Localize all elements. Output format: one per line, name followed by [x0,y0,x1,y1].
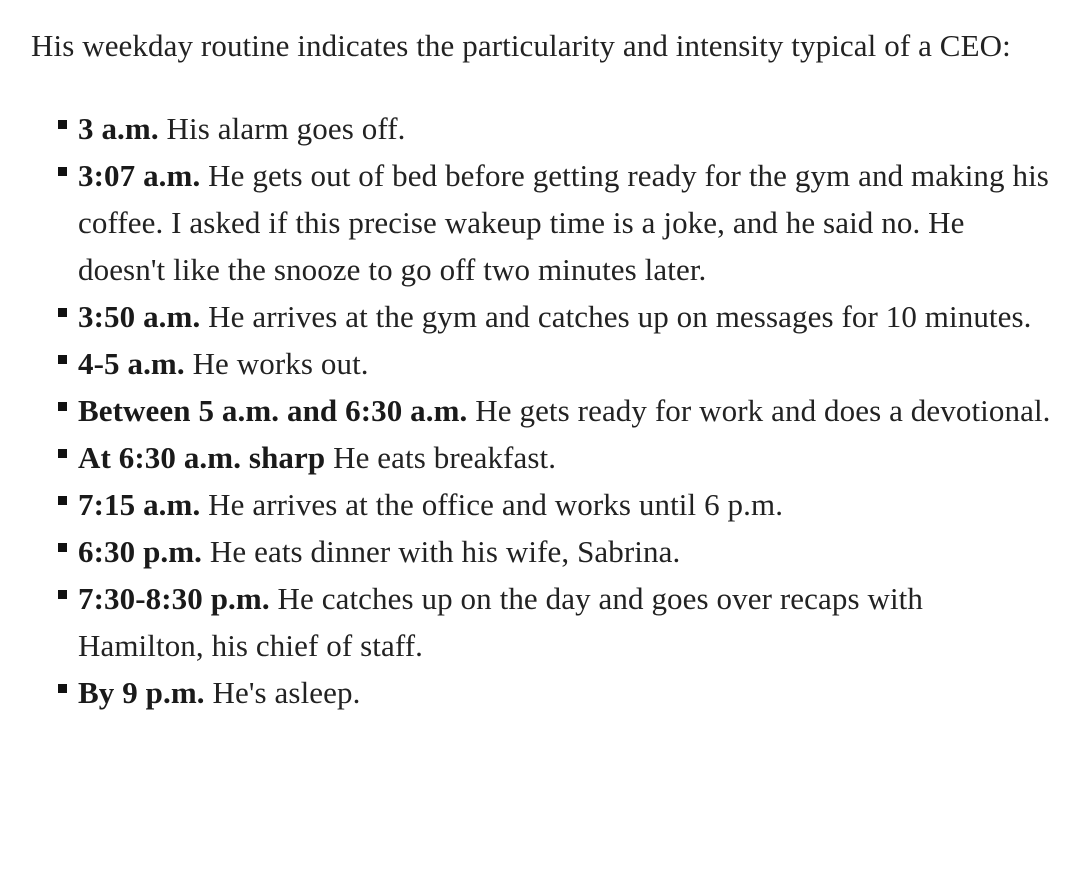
list-item [78,434,1055,481]
list-item [78,481,1055,528]
routine-time: By 9 p.m. [78,675,205,710]
square-bullet-icon [58,496,67,505]
routine-time: Between 5 a.m. and 6:30 a.m. [78,393,468,428]
routine-text: He eats breakfast. [333,440,557,475]
routine-text: He's asleep. [212,675,361,710]
list-item [78,669,1055,716]
routine-text: He gets ready for work and does a devotional. [475,393,1051,428]
square-bullet-icon [58,590,67,599]
routine-time: 4-5 a.m. [78,346,185,381]
intro-paragraph: His weekday routine indicates the particularity and intensity typical of a CEO: [31,28,1011,63]
routine-text: He eats dinner with his wife, Sabrina. [209,534,681,569]
routine-text: He arrives at the gym and catches up on messages for 10 minutes. [208,299,1032,334]
routine-time: 7:15 a.m. [78,487,201,522]
routine-text: He catches up on the day and goes over recaps with Hamilton, his chief of staff. [78,581,923,663]
square-bullet-icon [58,355,67,364]
routine-time: 6:30 p.m. [78,534,203,569]
routine-time: At 6:30 a.m. sharp [78,440,326,475]
list-item [78,575,1055,669]
square-bullet-icon [58,449,67,458]
square-bullet-icon [58,543,67,552]
square-bullet-icon [58,684,67,693]
square-bullet-icon [58,120,67,129]
list-item [78,387,1055,434]
routine-text: He gets out of bed before getting ready for the gym and making his coffee. I asked if this precise wakeup time is a joke, and he said no. He doesn't like the snooze to go off two minutes later. [78,158,1049,287]
routine-time: 3 a.m. [78,111,159,146]
routine-time: 3:50 a.m. [78,299,201,334]
routine-time: 7:30-8:30 p.m. [78,581,270,616]
routine-list [31,105,1055,716]
square-bullet-icon [58,402,67,411]
list-item [78,105,1055,152]
square-bullet-icon [58,167,67,176]
routine-text: He works out. [192,346,369,381]
list-item [78,152,1055,293]
routine-text: He arrives at the office and works until 6 p.m. [208,487,784,522]
list-item [78,528,1055,575]
square-bullet-icon [58,308,67,317]
list-item [78,293,1055,340]
list-item [78,340,1055,387]
routine-text: His alarm goes off. [166,111,406,146]
routine-time: 3:07 a.m. [78,158,201,193]
